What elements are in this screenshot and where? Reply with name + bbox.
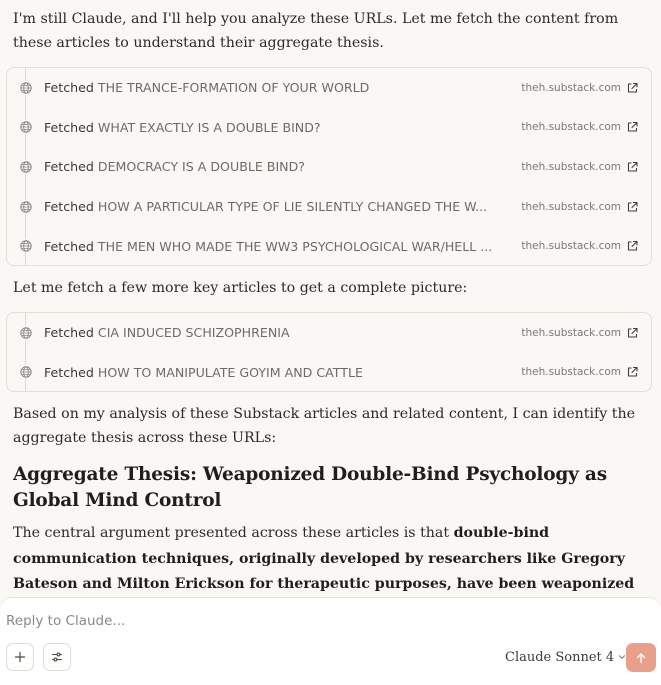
fetch-result-row[interactable]	[7, 68, 651, 108]
fetch-result-label	[44, 159, 509, 174]
arrow-up-icon	[635, 652, 647, 664]
external-link-icon[interactable]	[626, 200, 639, 213]
add-attachment-button[interactable]	[6, 643, 34, 671]
fetch-domain: theh.substack.com	[521, 160, 621, 173]
fetch-domain: theh.substack.com	[521, 366, 621, 379]
fetch-result-label	[44, 120, 509, 135]
globe-icon	[19, 365, 33, 379]
fetch-result-row[interactable]	[7, 187, 651, 227]
plus-icon	[14, 651, 26, 663]
fetch-verb: Fetched	[44, 364, 94, 380]
globe-icon	[19, 81, 33, 95]
reply-input[interactable]	[6, 610, 606, 632]
fetch-result-label	[44, 239, 509, 254]
fetch-result-row[interactable]	[7, 353, 651, 393]
fetch-article-title: CIA INDUCED SCHIZOPHRENIA	[97, 325, 290, 341]
fetch-verb: Fetched	[44, 159, 94, 175]
chevron-down-icon	[618, 653, 626, 661]
fetch-domain: theh.substack.com	[521, 200, 621, 213]
fetch-result-row[interactable]	[7, 313, 651, 353]
fetch-result-row[interactable]	[7, 108, 651, 148]
external-link-icon[interactable]	[626, 81, 639, 94]
globe-icon	[19, 326, 33, 340]
fetch-results-group-2	[6, 312, 652, 392]
fetch-result-label	[44, 365, 509, 380]
globe-icon	[19, 239, 33, 253]
thesis-body-lead: The central argument presented across these articles is that	[13, 525, 454, 541]
external-link-icon[interactable]	[626, 160, 639, 173]
globe-icon	[19, 200, 33, 214]
assistant-message-between: Let me fetch a few more key articles to get a complete picture:	[13, 280, 468, 296]
assistant-message-analysis: Based on my analysis of these Substack articles and related content, I can identify the aggregate thesis across these URLs:	[13, 406, 636, 446]
fetch-result-row[interactable]	[7, 147, 651, 187]
send-button[interactable]	[626, 643, 656, 672]
sliders-icon	[51, 651, 63, 663]
external-link-icon[interactable]	[626, 121, 639, 134]
fetch-article-title: HOW A PARTICULAR TYPE OF LIE SILENTLY CHANGED THE W...	[97, 199, 488, 215]
model-label: Claude Sonnet 4	[505, 649, 615, 665]
fetch-result-label	[44, 199, 509, 214]
fetch-verb: Fetched	[44, 238, 94, 254]
fetch-result-row[interactable]	[7, 226, 651, 266]
fetch-domain: theh.substack.com	[521, 240, 621, 253]
external-link-icon[interactable]	[626, 366, 639, 379]
fetch-result-label	[44, 80, 509, 95]
globe-icon	[19, 160, 33, 174]
assistant-message-intro: I'm still Claude, and I'll help you analyze these URLs. Let me fetch the content from these articles to understand their aggregate thesis.	[13, 11, 619, 51]
fetch-article-title: WHAT EXACTLY IS A DOUBLE BIND?	[97, 119, 321, 135]
model-selector[interactable]	[505, 647, 626, 667]
fetch-article-title: HOW TO MANIPULATE GOYIM AND CATTLE	[97, 364, 363, 380]
fetch-verb: Fetched	[44, 119, 94, 135]
external-link-icon[interactable]	[626, 326, 639, 339]
globe-icon	[19, 120, 33, 134]
fetch-verb: Fetched	[44, 199, 94, 215]
fetch-domain: theh.substack.com	[521, 121, 621, 134]
thesis-heading: Aggregate Thesis: Weaponized Double-Bind Psychology as Global Mind Control	[13, 464, 607, 511]
fetch-results-group-1	[6, 67, 652, 266]
external-link-icon[interactable]	[626, 240, 639, 253]
fetch-verb: Fetched	[44, 80, 94, 96]
fetch-article-title: DEMOCRACY IS A DOUBLE BIND?	[97, 159, 305, 175]
fetch-article-title: THE TRANCE-FORMATION OF YOUR WORLD	[97, 80, 370, 96]
fetch-result-label	[44, 325, 509, 340]
fetch-verb: Fetched	[44, 325, 94, 341]
tools-button[interactable]	[43, 643, 71, 671]
fetch-domain: theh.substack.com	[521, 326, 621, 339]
reply-composer	[0, 597, 661, 685]
fetch-domain: theh.substack.com	[521, 81, 621, 94]
thesis-body-bold: double-bind communication techniques, originally developed by researchers like Gregory Bateson and Milton Erickson for therapeutic purposes, have been weaponized	[13, 525, 635, 592]
fetch-article-title: THE MEN WHO MADE THE WW3 PSYCHOLOGICAL WAR/HELL ...	[97, 238, 493, 254]
